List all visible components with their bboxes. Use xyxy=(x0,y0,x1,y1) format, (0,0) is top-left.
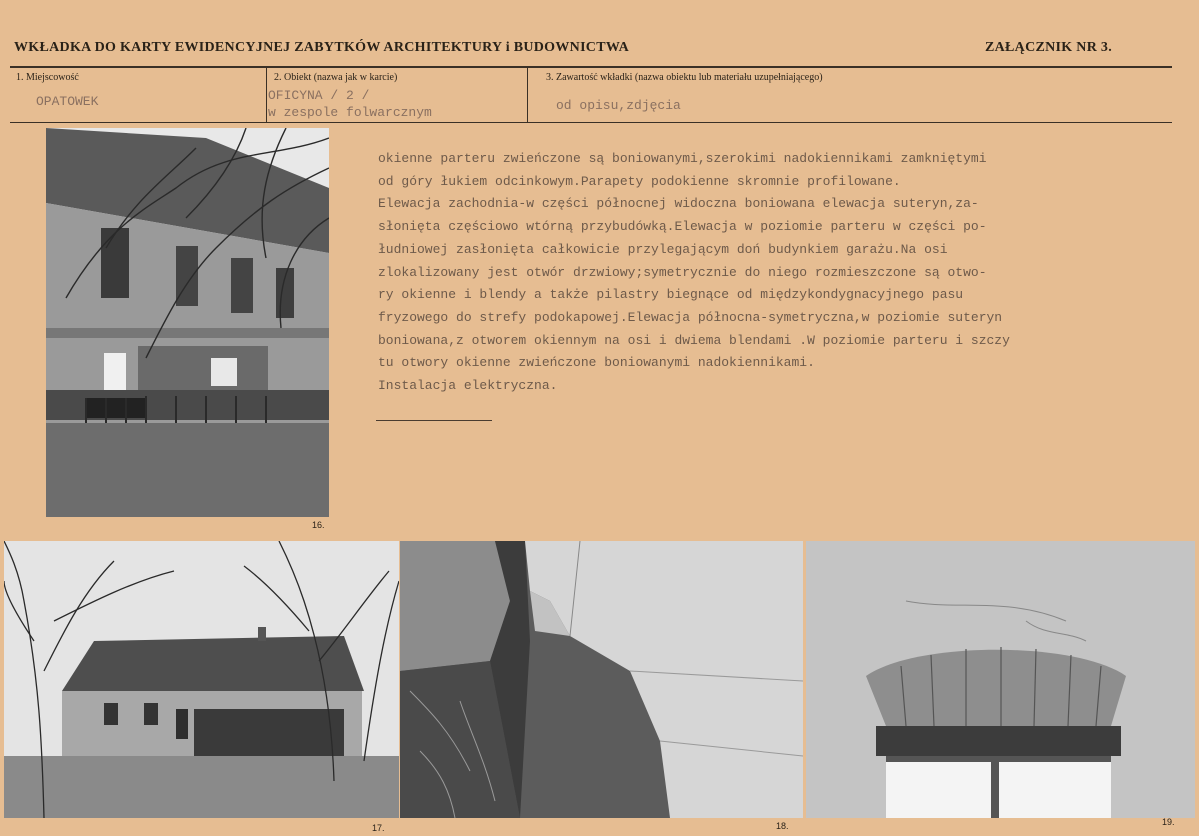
photo-16-number: 16. xyxy=(312,520,325,530)
content-value: od opisu,zdjęcia xyxy=(556,98,681,113)
description-line: fryzowego do strefy podokapowej.Elewacja północna-symetryczna,w poziomie suteryn xyxy=(378,309,1003,325)
description-line: Elewacja zachodnia-w części północnej widoczna boniowana elewacja suteryn,za- xyxy=(378,196,979,212)
description-line: Instalacja elektryczna. xyxy=(378,378,558,394)
object-value-line2: w zespole folwarcznym xyxy=(268,105,432,120)
photo-16-building xyxy=(46,128,329,517)
description-line: łudniowej zasłonięta całkowicie przylegającym doń budynkiem garażu.Na osi xyxy=(378,241,948,257)
object-value-line1: OFICYNA / 2 / xyxy=(268,88,370,103)
object-label: 2. Obiekt (nazwa jak w karcie) xyxy=(274,72,398,83)
installation-underline xyxy=(376,420,492,421)
description-line: tu otwory okienne zwieńczone boniowanymi nadokiennikami. xyxy=(378,355,815,371)
description-text xyxy=(378,148,1193,398)
photo-19-number: 19. xyxy=(1162,817,1175,827)
photo-19-window-lintel xyxy=(806,541,1195,818)
fields-bottom-rule xyxy=(10,122,1172,123)
locality-label: 1. Miejscowość xyxy=(16,72,79,83)
attachment-number: ZAŁĄCZNIK NR 3. xyxy=(985,40,1113,55)
photo-17-building-trees xyxy=(4,541,399,818)
locality-value: OPATOWEK xyxy=(36,94,99,109)
description-line: boniowana,z otworem okiennym na osi i dwiema blendami .W poziomie parteru i szczy xyxy=(378,332,1010,348)
description-line: słonięta częściowo wtórną przybudówką.Elewacja w poziomie parteru w części po- xyxy=(378,219,987,235)
description-line: zlokalizowany jest otwór drzwiowy;symetrycznie do niego rozmieszczone są otwo- xyxy=(378,264,987,280)
card-title: WKŁADKA DO KARTY EWIDENCYJNEJ ZABYTKÓW ARCHITEKTURY i BUDOWNICTWA xyxy=(14,40,630,55)
photo-17-number: 17. xyxy=(372,823,385,833)
description-line: okienne parteru zwieńczone są boniowanymi,szerokimi nadokiennikami zamkniętymi xyxy=(378,151,987,166)
photo-18-number: 18. xyxy=(776,821,789,831)
field-divider-1 xyxy=(266,68,267,122)
photo-18-masonry-detail xyxy=(400,541,803,818)
description-line: ry okienne i blendy a także pilastry biegnące od międzykondygnacyjnego pasu xyxy=(378,287,964,303)
field-divider-2 xyxy=(527,68,528,122)
header-rule xyxy=(10,66,1172,68)
description-line: od góry łukiem odcinkowym.Parapety podokienne skromnie profilowane. xyxy=(378,173,901,189)
content-label: 3. Zawartość wkładki (nazwa obiektu lub materiału uzupełniającego) xyxy=(546,72,823,83)
